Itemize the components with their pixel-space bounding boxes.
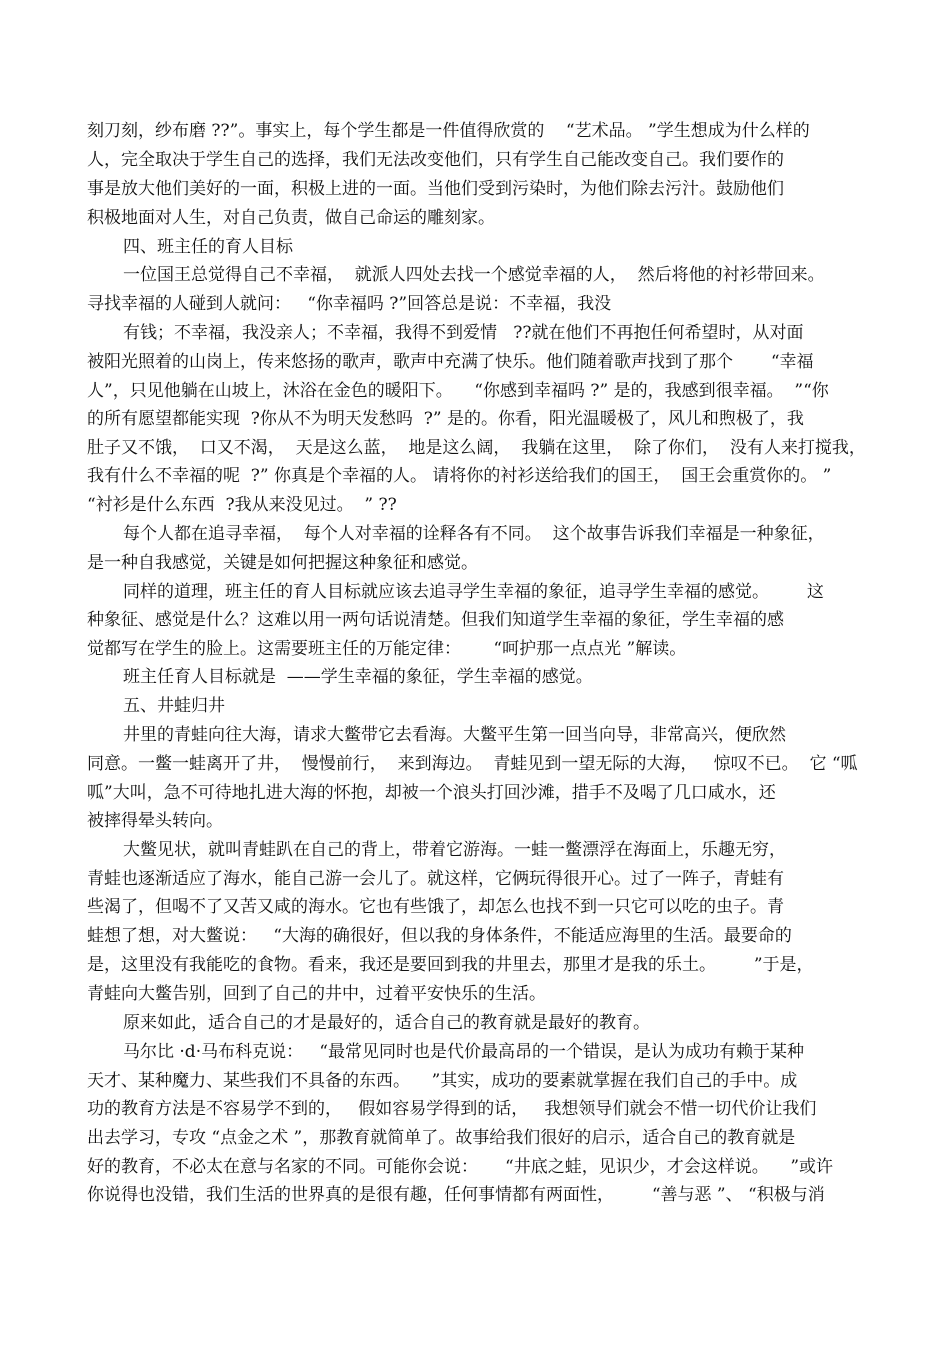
body-line: 人”，只见他躺在山坡上，沐浴在金色的暖阳下。 “你感到幸福吗 ?” 是的，我感到很幸福。 ”“你 (87, 381, 829, 401)
body-line: 好的教育，不必太在意与名家的不同。可能你会说： “井底之蛙，见识少，才会这样说。 ”或许 (87, 1157, 834, 1177)
section-heading: 四、班主任的育人目标 (123, 237, 293, 257)
body-line: “衬衫是什么东西 ?我从来没见过。 ” ?? (87, 495, 397, 515)
body-line: 同意。一鳖一蛙离开了井， 慢慢前行， 来到海边。 青蛙见到一望无际的大海， 惊叹不已。 它 “呱 (87, 754, 858, 774)
body-line: 井里的青蛙向往大海，请求大鳖带它去看海。大鳖平生第一回当向导，非常高兴，便欣然 (123, 725, 786, 745)
body-line: 是一种自我感觉，关键是如何把握这种象征和感觉。 (87, 553, 478, 573)
body-line: 的所有愿望都能实现 ?你从不为明天发愁吗 ?” 是的。你看，阳光温暖极了，风儿和煦极了，我 (87, 409, 804, 429)
body-line: 青蛙向大鳖告别，回到了自己的井中，过着平安快乐的生活。 (87, 984, 546, 1004)
body-line: 寻找幸福的人碰到人就问： “你幸福吗 ?”回答总是说：不幸福，我没 (87, 294, 612, 314)
body-line: 我有什么不幸福的呢 ?” 你真是个幸福的人。 请将你的衬衫送给我们的国王， 国王会重赏你的。 ” (87, 466, 832, 486)
body-line: 一位国王总觉得自己不幸福， 就派人四处去找一个感觉幸福的人， 然后将他的衬衫带回来。 (123, 265, 825, 285)
body-line: 刻刀刻，纱布磨 ??”。事实上，每个学生都是一件值得欣赏的 “艺术品。 ”学生想成为什么样的 (87, 121, 810, 141)
body-line: 每个人都在追寻幸福， 每个人对幸福的诠释各有不同。 这个故事告诉我们幸福是一种象征， (123, 524, 825, 544)
body-line: 事是放大他们美好的一面，积极上进的一面。当他们受到污染时，为他们除去污汁。鼓励他们 (87, 179, 784, 199)
body-line: 被摔得晕头转向。 (87, 811, 223, 831)
body-line: 些渴了，但喝不了又苦又咸的海水。它也有些饿了，却怎么也找不到一只它可以吃的虫子。青 (87, 897, 784, 917)
body-line: 你说得也没错，我们生活的世界真的是很有趣，任何事情都有两面性， “善与恶 ”、 “积极与消 (87, 1185, 825, 1205)
body-line: 原来如此，适合自己的才是最好的，适合自己的教育就是最好的教育。 (123, 1013, 650, 1033)
body-line: 积极地面对人生，对自己负责，做自己命运的雕刻家。 (87, 208, 495, 228)
body-line: 被阳光照着的山岗上，传来悠扬的歌声，歌声中充满了快乐。他们随着歌声找到了那个 “幸福 (87, 352, 814, 372)
body-line: 天才、某种魔力、某些我们不具备的东西。 ”其实，成功的要素就掌握在我们自己的手中。成 (87, 1071, 798, 1091)
body-line: 班主任育人目标就是 ——学生幸福的象征，学生幸福的感觉。 (123, 667, 593, 687)
body-line: 出去学习，专攻 “点金之术 ”，那教育就简单了。故事给我们很好的启示，适合自己的教育就是 (87, 1128, 796, 1148)
body-line: 蛙想了想，对大鳖说： “大海的确很好，但以我的身体条件，不能适应海里的生活。最要命的 (87, 926, 792, 946)
body-line: 是，这里没有我能吃的食物。看来，我还是要回到我的井里去，那里才是我的乐土。 ”于是， (87, 955, 814, 975)
body-line: 青蛙也逐渐适应了海水，能自己游一会儿了。就这样，它俩玩得很开心。过了一阵子，青蛙有 (87, 869, 784, 889)
body-line: 马尔比 ·d·马布科克说： “最常见同时也是代价最高昂的一个错误，是认为成功有赖于某种 (123, 1042, 804, 1062)
section-heading: 五、井蛙归井 (123, 696, 225, 716)
body-line: 有钱；不幸福，我没亲人；不幸福，我得不到爱情 ??就在他们不再抱任何希望时，从对面 (123, 323, 804, 343)
body-line: 功的教育方法是不容易学不到的， 假如容易学得到的话， 我想领导们就会不惜一切代价让我们 (87, 1099, 817, 1119)
body-line: 大鳖见状，就叫青蛙趴在自己的背上，带着它游海。一蛙一鳖漂浮在海面上，乐趣无穷， (123, 840, 786, 860)
body-line: 肚子又不饿， 口又不渴， 天是这么蓝， 地是这么阔， 我躺在这里， 除了你们， 没有人来打搅我， (87, 438, 866, 458)
body-line: 同样的道理，班主任的育人目标就应该去追寻学生幸福的象征，追寻学生幸福的感觉。 这 (123, 582, 824, 602)
body-line: 呱”大叫，急不可待地扎进大海的怀抱，却被一个浪头打回沙滩，措手不及喝了几口咸水，还 (87, 783, 776, 803)
body-line: 人，完全取决于学生自己的选择，我们无法改变他们，只有学生自己能改变自己。我们要作的 (87, 150, 784, 170)
body-line: 觉都写在学生的脸上。这需要班主任的万能定律： “呵护那一点点光 ”解读。 (87, 639, 687, 659)
body-line: 种象征、感觉是什么？这难以用一两句话说清楚。但我们知道学生幸福的象征，学生幸福的感 (87, 610, 784, 630)
